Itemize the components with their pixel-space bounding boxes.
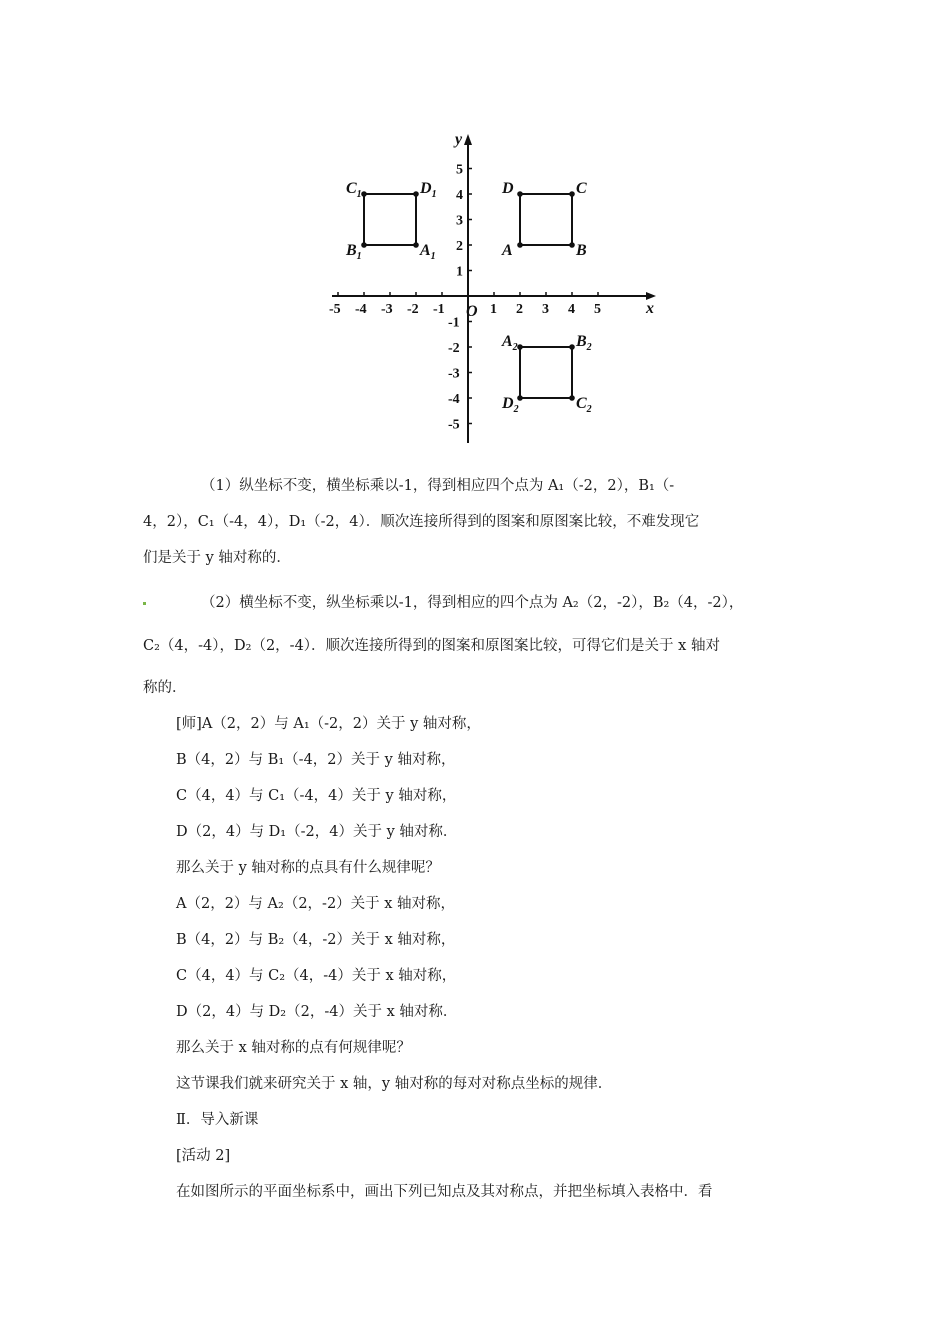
x-axis-label: x — [646, 300, 654, 317]
point-label-A1: $A_1$ — [420, 242, 436, 262]
text-line: [活动 2] — [176, 1148, 231, 1164]
axes — [332, 131, 656, 443]
point-label-B2: $B_2$ — [576, 333, 592, 353]
x-tick-label: -5 — [329, 302, 341, 317]
p2-line-1: （2）横坐标不变，纵坐标乘以-1，得到相应的四个点为 A₂（2，-2），B₂（4，-2）， — [201, 595, 744, 611]
point-label-C: C — [576, 180, 587, 197]
point-A — [517, 242, 523, 248]
square-y-reflection — [345, 180, 437, 262]
text-line: B（4，2）与 B₁（-4，2）关于 y 轴对称， — [176, 752, 456, 768]
x-tick-label: 2 — [516, 302, 523, 317]
p1-line-1: （1）纵坐标不变，横坐标乘以-1，得到相应四个点为 A₁（-2，2），B₁（- — [201, 478, 675, 494]
text-line: 那么关于 y 轴对称的点具有什么规律呢？ — [176, 860, 440, 876]
p2-line-3: 称的． — [143, 680, 187, 696]
text-line: D（2，4）与 D₂（2，-4）关于 x 轴对称． — [176, 1004, 458, 1020]
text-line: C（4，4）与 C₁（-4，4）关于 y 轴对称， — [176, 788, 457, 804]
point-label-A: A — [502, 242, 513, 259]
text-line: 在如图所示的平面坐标系中，画出下列已知点及其对称点，并把坐标填入表格中．看 — [176, 1184, 713, 1200]
y-tick-label: -3 — [448, 366, 460, 382]
text-line: C（4，4）与 C₂（4，-4）关于 x 轴对称， — [176, 968, 457, 984]
point-label-D1: $D_1$ — [420, 180, 437, 200]
point-label-B: B — [576, 242, 587, 259]
point-label-A2: $A_2$ — [502, 333, 518, 353]
point-D2 — [517, 395, 523, 401]
point-C — [569, 191, 575, 197]
paragraph-1-cont — [143, 504, 699, 576]
p1-line-2: 4，2），C₁（-4，4），D₁（-2，4）．顺次连接所得到的图案和原图案比较，不难发现它 — [143, 514, 700, 530]
y-tick-label: -2 — [448, 341, 460, 356]
square-x-reflection — [501, 333, 592, 415]
y-tick-label: 3 — [456, 213, 463, 229]
paragraph-2-cont — [143, 628, 720, 706]
y-tick-label: 1 — [456, 264, 463, 280]
x-tick-label: 3 — [542, 302, 549, 317]
point-label-C2: $C_2$ — [576, 395, 592, 415]
point-B1 — [361, 242, 367, 248]
text-line: A（2，2）与 A₂（2，-2）关于 x 轴对称， — [176, 896, 456, 912]
text-line: [师]A（2，2）与 A₁（-2，2）关于 y 轴对称， — [176, 716, 481, 732]
ticks — [329, 163, 601, 433]
text-line: B（4，2）与 B₂（4，-2）关于 x 轴对称， — [176, 932, 456, 948]
x-tick-label: -2 — [407, 302, 419, 317]
y-tick-label: -1 — [448, 315, 460, 331]
point-C2 — [569, 395, 575, 401]
point-B — [569, 242, 575, 248]
paragraph-2 — [143, 585, 743, 621]
p2-line-2: C₂（4，-4），D₂（2，-4）．顺次连接所得到的图案和原图案比较，可得它们是关于 x 轴对 — [143, 638, 720, 654]
y-tick-label: 4 — [456, 188, 463, 203]
x-tick-label: -3 — [381, 302, 393, 317]
origin-label: O — [466, 303, 478, 320]
y-axis-label: y — [455, 131, 463, 148]
y-tick-label: 5 — [456, 162, 463, 178]
point-A1 — [413, 242, 419, 248]
y-tick-label: -5 — [448, 417, 460, 433]
x-tick-label: -1 — [433, 302, 445, 317]
point-C1 — [361, 191, 367, 197]
x-tick-label: 4 — [568, 302, 575, 317]
x-axis-arrow — [646, 292, 656, 300]
square-outline — [364, 194, 416, 245]
square-outline — [520, 347, 572, 398]
square-original — [501, 180, 587, 259]
x-tick-label: 1 — [490, 302, 497, 317]
x-tick-label: -4 — [355, 302, 367, 317]
square-outline — [520, 194, 572, 245]
point-B2 — [569, 344, 575, 350]
y-tick-label: 2 — [456, 239, 463, 254]
point-D1 — [413, 191, 419, 197]
text-line: 那么关于 x 轴对称的点有何规律呢？ — [176, 1040, 411, 1056]
coordinate-figure — [320, 125, 670, 465]
point-label-D2: $D_2$ — [502, 395, 519, 415]
p1-line-3: 们是关于 y 轴对称的． — [143, 550, 291, 566]
y-axis-arrow — [464, 134, 472, 145]
point-label-C1: $C_1$ — [346, 180, 362, 200]
text-line: D（2，4）与 D₁（-2，4）关于 y 轴对称． — [176, 824, 458, 840]
paragraph-1 — [143, 468, 823, 504]
x-tick-label: 5 — [594, 302, 601, 317]
point-A2 — [517, 344, 523, 350]
y-tick-label: -4 — [448, 392, 460, 407]
point-D — [517, 191, 523, 197]
text-line: 这节课我们就来研究关于 x 轴，y 轴对称的每对对称点坐标的规律． — [176, 1076, 613, 1092]
text-line: Ⅱ．导入新课 — [176, 1112, 259, 1128]
point-label-B1: $B_1$ — [346, 242, 362, 262]
point-label-D: D — [502, 180, 514, 197]
